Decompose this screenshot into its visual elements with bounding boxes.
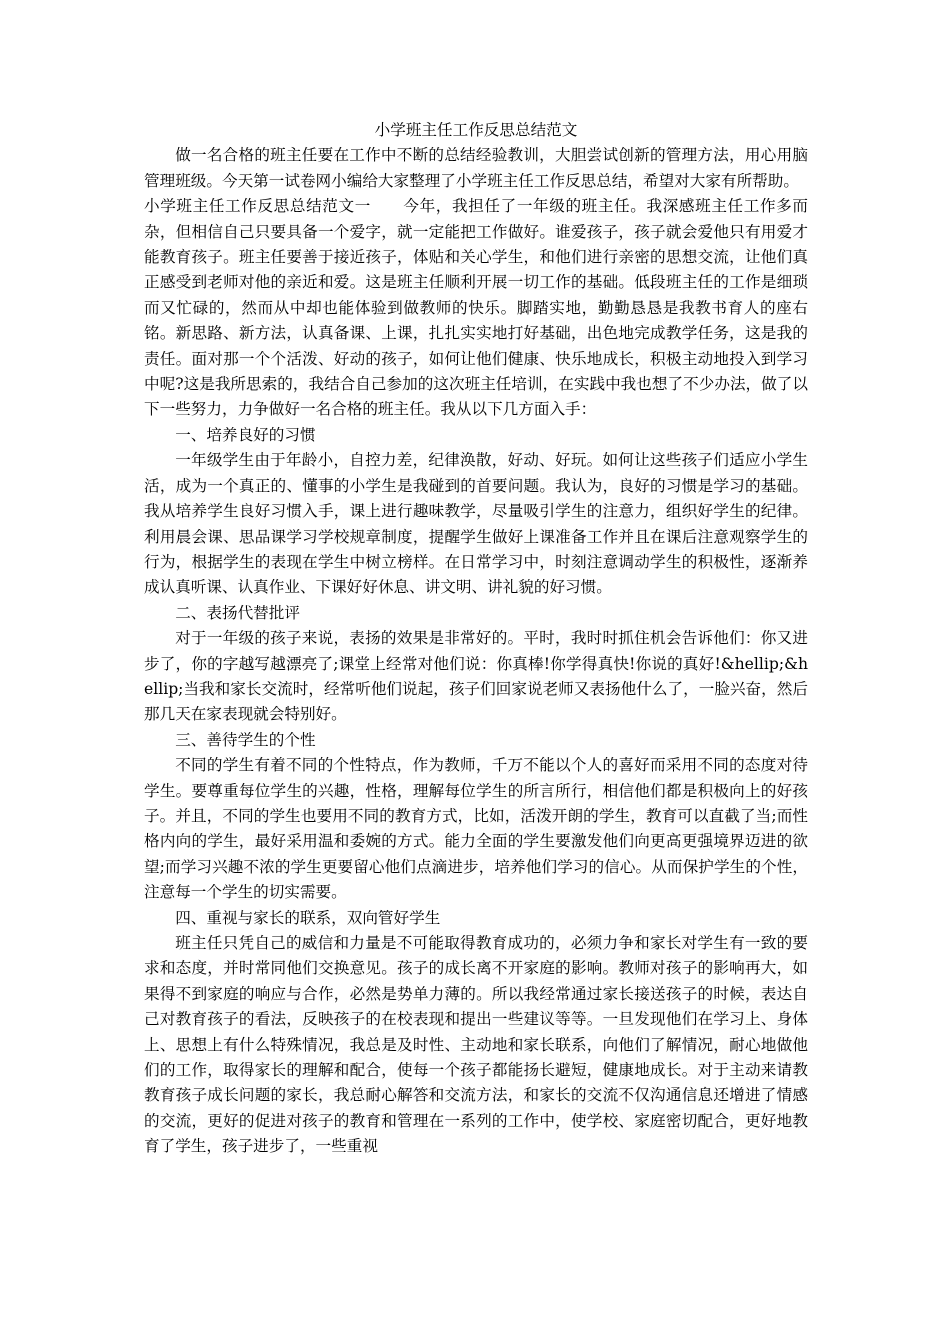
- paragraph-parents: 班主任只凭自己的威信和力量是不可能取得教育成功的，必须力争和家长对学生有一致的要求和态度，并时常同他们交换意见。孩子的成长离不开家庭的影响。教师对孩子的影响再大，如果得不到家庭的响应与合作，必然是势单力薄的。所以我经常通过家长接送孩子的时候，表达自己对教育孩子的看法，反映孩子的在校表现和提出一些建议等等。一旦发现他们在学习上、身体上、思想上有什么特殊情况，我总是及时性、主动地和家长联系，向他们了解情况，耐心地做他们的工作，取得家长的理解和配合，使每一个孩子都能扬长避短，健康地成长。对于主动来请教教育孩子成长问题的家长，我总耐心解答和交流方法，和家长的交流不仅沟通信息还增进了情感的交流，更好的促进对孩子的教育和管理在一系列的工作中，使学校、家庭密切配合，更好地教育了学生，孩子进步了，一些重视: [144, 934, 808, 1156]
- heading-praise: 二、表扬代替批评: [175, 603, 300, 622]
- paragraph-personality: 不同的学生有着不同的个性特点，作为教师，千万不能以个人的喜好而采用不同的态度对待学生。要尊重每位学生的兴趣，性格，理解每位学生的所言所行，相信他们都是积极向上的好孩子。并且，不同的学生也要用不同的教育方式，比如，活泼开朗的学生，教育可以直截了当;而性格内向的学生，最好采用温和委婉的方式。能力全面的学生要激发他们向更高更强境界迈进的欲望;而学习兴趣不浓的学生更要留心他们点滴进步，培养他们学习的信心。从而保护学生的个性，注意每一个学生的切实需要。: [144, 756, 808, 902]
- section-one-paragraph: 小学班主任工作反思总结范文一 今年，我担任了一年级的班主任。我深感班主任工作多而杂，但相信自己只要具备一个爱字，就一定能把工作做好。谁爱孩子，孩子就会爱他只有用爱才能教育孩子。班主任要善于接近孩子，体贴和关心学生，和他们进行亲密的思想交流，让他们真正感受到老师对他的亲近和爱。这是班主任顺利开展一切工作的基础。低段班主任的工作是细琐而又忙碌的，然而从中却也能体验到做教师的快乐。脚踏实地，勤勤恳恳是我教书育人的座右铭。新思路、新方法，认真备课、上课，扎扎实实地打好基础，出色地完成教学任务，这是我的责任。面对那一个个活泼、好动的孩子，如何让他们健康、快乐地成长，积极主动地投入到学习中呢?这是我所思索的，我结合自己参加的这次班主任培训，在实践中我也想了不少办法，做了以下一些努力，力争做好一名合格的班主任。我从以下几方面入手：: [144, 197, 808, 419]
- document-title: 小学班主任工作反思总结范文: [374, 121, 578, 139]
- heading-personality: 三、善待学生的个性: [175, 730, 316, 749]
- heading-parents: 四、重视与家长的联系，双向管好学生: [175, 908, 441, 927]
- paragraph-good-habits: 一年级学生由于年龄小，自控力差，纪律涣散，好动、好玩。如何让这些孩子们适应小学生活，成为一个真正的、懂事的小学生是我碰到的首要问题。我认为，良好的习惯是学习的基础。我从培养学生良好习惯入手，课上进行趣味教学，尽量吸引学生的注意力，组织好学生的纪律。利用晨会课、思品课学习学校规章制度，提醒学生做好上课准备工作并且在课后注意观察学生的行为，根据学生的表现在学生中树立榜样。在日常学习中，时刻注意调动学生的积极性，逐渐养成认真听课、认真作业、下课好好休息、讲文明、讲礼貌的好习惯。: [144, 451, 808, 597]
- paragraph-praise: 对于一年级的孩子来说，表扬的效果是非常好的。平时，我时时抓住机会告诉他们：你又进步了，你的字越写越漂亮了;课堂上经常对他们说：你真棒!你学得真快!你说的真好!&hellip;&hellip;当我和家长交流时，经常听他们说起，孩子们回家说老师又表扬他什么了，一脸兴奋，然后那几天在家表现就会特别好。: [144, 629, 808, 724]
- heading-good-habits: 一、培养良好的习惯: [175, 425, 316, 444]
- document-page: [144, 118, 808, 1160]
- intro-paragraph: 做一名合格的班主任要在工作中不断的总结经验教训，大胆尝试创新的管理方法，用心用脑管理班级。今天第一试卷网小编给大家整理了小学班主任工作反思总结，希望对大家有所帮助。: [144, 146, 808, 190]
